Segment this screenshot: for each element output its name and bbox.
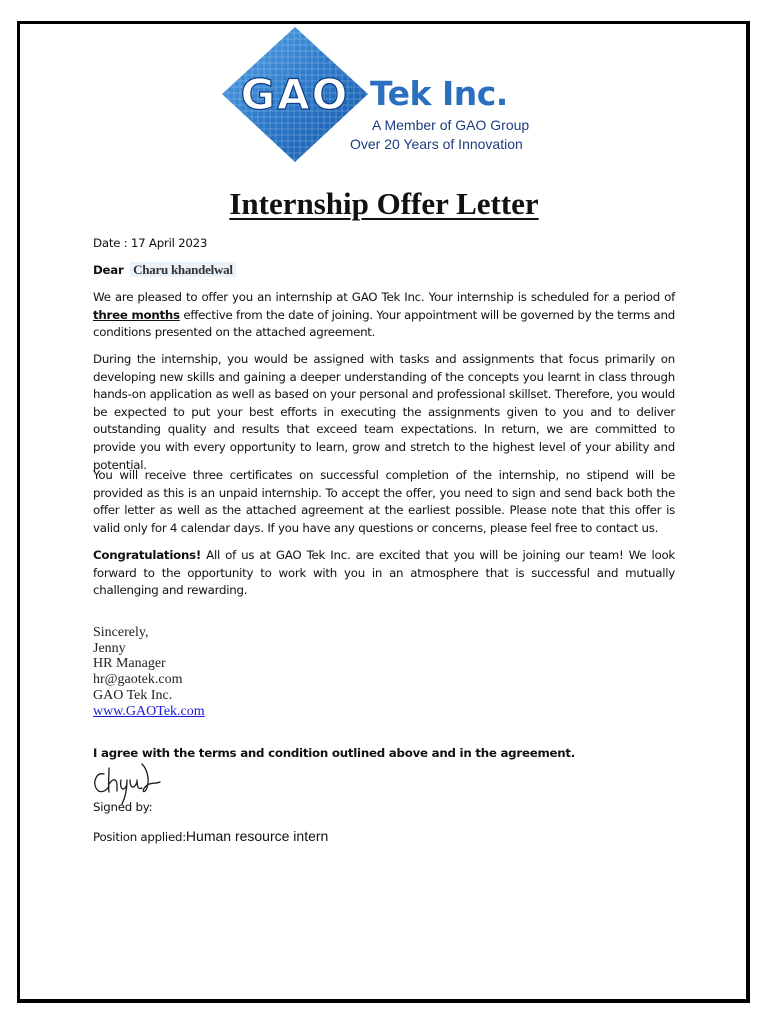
position-applied-value: Human resource intern xyxy=(185,828,329,844)
signoff-role: HR Manager xyxy=(93,656,166,672)
paragraph-duties: During the internship, you would be assigned with tasks and assignments that focus primarily on developing new skills and gaining a deeper understanding of the concepts you learnt in class through hands-on application as well as based on your personal and professional skillset. Therefore, you would be expected to put your best efforts in executing the assignments given to you and to deliver outstanding quality and results that exceed team expectations. In return, we are committed to provide you with every opportunity to learn, grow and stretch to the highest level of your ability and potential. xyxy=(93,352,675,472)
position-applied xyxy=(93,828,328,844)
company-website-link[interactable]: www.GAOTek.com xyxy=(93,703,205,719)
paragraph-certificates: You will receive three certificates on successful completion of the internship, no stipend will be provided as this is an unpaid internship. To accept the offer, you need to sign and send back both the offer letter as well as the attached agreement at the earliest possible. Please note that this offer is valid only for 4 calendar days. If you have any questions or concerns, please feel free to contact us. xyxy=(93,468,675,535)
recipient-name: Charu khandelwal xyxy=(130,262,236,277)
signoff-company: GAO Tek Inc. xyxy=(93,687,173,703)
salutation-dear: Dear xyxy=(93,263,124,277)
handwritten-signature xyxy=(90,756,162,806)
congratulations-lead: Congratulations! xyxy=(93,548,202,562)
logo-tagline-member: A Member of GAO Group xyxy=(372,117,530,133)
letter-title: Internship Offer Letter xyxy=(229,186,539,221)
signoff-block xyxy=(93,625,205,719)
position-applied-label: Position applied: xyxy=(93,830,186,844)
paragraph-offer xyxy=(93,289,675,342)
signoff-email: hr@gaotek.com xyxy=(93,672,183,688)
logo-tagline-years: Over 20 Years of Innovation xyxy=(350,136,523,152)
duration-emphasis: three months xyxy=(93,307,180,322)
paragraph-congratulations xyxy=(93,547,675,600)
logo-company: Tek Inc. xyxy=(370,74,508,113)
agreement-statement: I agree with the terms and condition outlined above and in the agreement. xyxy=(93,746,576,760)
letter-date: Date : 17 April 2023 xyxy=(93,236,208,250)
paragraph-offer-text-2: effective from the date of joining. Your appointment will be governed by the terms and conditions presented on the attached agreement. xyxy=(93,307,675,340)
congratulations-text: All of us at GAO Tek Inc. are excited that you will be joining our team! We look forward to the opportunity to work with you in an atmosphere that is successful and mutually challenging and rewarding. xyxy=(93,548,675,598)
logo-wordmark: GAO xyxy=(240,70,350,119)
paragraph-offer-text: We are pleased to offer you an internship at GAO Tek Inc. Your internship is scheduled for a period of xyxy=(93,290,675,304)
signed-by-label: Signed by: xyxy=(93,800,153,814)
salutation xyxy=(93,261,675,280)
signoff-name: Jenny xyxy=(93,640,126,656)
signoff-closing: Sincerely, xyxy=(93,625,149,640)
